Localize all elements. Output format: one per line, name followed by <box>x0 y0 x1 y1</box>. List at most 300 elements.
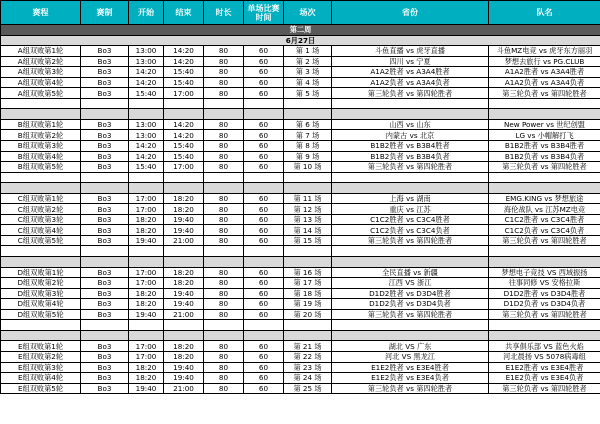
table-cell[interactable]: B1B2胜者 vs B3B4胜者 <box>489 141 600 152</box>
empty-cell <box>164 109 204 120</box>
empty-cell <box>1 257 81 268</box>
table-cell[interactable]: 60 <box>244 351 284 362</box>
table-cell[interactable]: 80 <box>204 288 244 299</box>
table-cell[interactable]: 15:40 <box>164 67 204 78</box>
table-cell[interactable]: Bo3 <box>81 56 129 67</box>
table-cell[interactable]: 18:20 <box>129 362 164 373</box>
table-cell[interactable]: 60 <box>244 373 284 384</box>
table-row[interactable] <box>1 77 600 88</box>
table-row[interactable] <box>1 67 600 78</box>
table-cell[interactable]: 第 9 场 <box>284 151 332 162</box>
table-cell[interactable]: 17:00 <box>129 278 164 289</box>
table-cell[interactable]: 18:20 <box>164 351 204 362</box>
table-row[interactable] <box>1 288 600 299</box>
table-row[interactable] <box>1 278 600 289</box>
table-row[interactable] <box>1 383 600 394</box>
empty-cell <box>204 246 244 257</box>
table-cell[interactable]: 17:00 <box>129 341 164 352</box>
table-cell[interactable]: 80 <box>204 225 244 236</box>
table-row[interactable] <box>1 56 600 67</box>
empty-cell <box>332 183 489 194</box>
table-cell[interactable]: A1A2负者 vs A3A4负者 <box>489 77 600 88</box>
empty-cell <box>164 183 204 194</box>
empty-cell <box>81 257 129 268</box>
table-cell[interactable]: B组双败第1轮 <box>1 119 81 130</box>
table-cell[interactable]: Bo3 <box>81 77 129 88</box>
table-cell[interactable]: Bo3 <box>81 225 129 236</box>
table-cell[interactable]: 19:40 <box>129 309 164 320</box>
table-cell[interactable]: B组双败第2轮 <box>1 130 81 141</box>
table-row[interactable] <box>1 162 600 173</box>
table-cell[interactable]: 第三轮负者 vs 第四轮胜者 <box>489 383 600 394</box>
table-cell[interactable]: 60 <box>244 56 284 67</box>
table-cell[interactable]: 第 24 场 <box>284 373 332 384</box>
header-cell[interactable]: 单场比赛时间 <box>244 1 284 25</box>
table-cell[interactable]: 60 <box>244 119 284 130</box>
table-cell[interactable]: C组双败第3轮 <box>1 214 81 225</box>
empty-cell <box>204 330 244 341</box>
table-cell[interactable]: 14:20 <box>129 77 164 88</box>
table-cell[interactable]: 60 <box>244 162 284 173</box>
table-cell[interactable]: 18:20 <box>164 193 204 204</box>
table-cell[interactable]: Bo3 <box>81 383 129 394</box>
table-cell[interactable]: Bo3 <box>81 151 129 162</box>
empty-cell <box>284 246 332 257</box>
table-cell[interactable]: C组双败第4轮 <box>1 225 81 236</box>
table-cell[interactable]: 第 10 场 <box>284 162 332 173</box>
table-cell[interactable]: 13:00 <box>129 46 164 57</box>
table-cell[interactable]: 第三轮负者 vs 第四轮胜者 <box>332 309 489 320</box>
table-cell[interactable]: 21:00 <box>164 383 204 394</box>
table-cell[interactable]: E组双败第5轮 <box>1 383 81 394</box>
table-row[interactable] <box>1 151 600 162</box>
empty-cell <box>81 320 129 331</box>
table-cell[interactable]: 80 <box>204 46 244 57</box>
table-cell[interactable]: 第 7 场 <box>284 130 332 141</box>
spacer-row <box>1 320 600 331</box>
table-cell[interactable]: 19:40 <box>164 288 204 299</box>
table-cell[interactable]: 第 6 场 <box>284 119 332 130</box>
table-cell[interactable]: 第三轮负者 vs 第四轮胜者 <box>332 383 489 394</box>
table-cell[interactable]: A1A2胜者 vs A3A4胜者 <box>332 67 489 78</box>
table-cell[interactable]: 80 <box>204 193 244 204</box>
table-row[interactable] <box>1 362 600 373</box>
table-cell[interactable]: 17:00 <box>129 351 164 362</box>
table-cell[interactable]: Bo3 <box>81 267 129 278</box>
table-cell[interactable]: 60 <box>244 309 284 320</box>
header-cell[interactable]: 赛制 <box>81 1 129 25</box>
table-cell[interactable]: 第 15 场 <box>284 235 332 246</box>
table-cell[interactable]: B组双败第3轮 <box>1 141 81 152</box>
table-cell[interactable]: 18:20 <box>164 341 204 352</box>
table-cell[interactable]: 河北晨扬 VS 5078病毒组 <box>489 351 600 362</box>
empty-cell <box>81 172 129 183</box>
table-cell[interactable]: 往事同修 VS 安格拉斯 <box>489 278 600 289</box>
table-row[interactable] <box>1 214 600 225</box>
table-cell[interactable]: 山西 vs 山东 <box>332 119 489 130</box>
table-cell[interactable]: 13:00 <box>129 56 164 67</box>
table-cell[interactable]: 全民直播 vs 新疆 <box>332 267 489 278</box>
table-cell[interactable]: 60 <box>244 362 284 373</box>
table-cell[interactable]: A1A2负者 vs A3A4负者 <box>332 77 489 88</box>
table-cell[interactable]: 第 18 场 <box>284 288 332 299</box>
table-cell[interactable]: 重庆 vs 江苏 <box>332 204 489 215</box>
empty-cell <box>284 330 332 341</box>
empty-cell <box>81 246 129 257</box>
table-cell[interactable]: 第三轮负者 vs 第四轮胜者 <box>332 162 489 173</box>
empty-cell <box>1 109 81 120</box>
table-cell[interactable]: 60 <box>244 141 284 152</box>
empty-cell <box>1 320 81 331</box>
empty-cell <box>244 330 284 341</box>
empty-cell <box>244 320 284 331</box>
table-cell[interactable]: EMG.KING vs 梦想旅途 <box>489 193 600 204</box>
table-cell[interactable]: 第 5 场 <box>284 88 332 99</box>
empty-cell <box>129 98 164 109</box>
table-cell[interactable]: LG vs 小帽解打飞 <box>489 130 600 141</box>
table-cell[interactable]: A组双败第4轮 <box>1 77 81 88</box>
table-cell[interactable]: 13:00 <box>129 130 164 141</box>
empty-cell <box>164 246 204 257</box>
empty-cell <box>81 98 129 109</box>
header-cell[interactable]: 省份 <box>332 1 489 25</box>
table-cell[interactable]: 80 <box>204 373 244 384</box>
table-cell[interactable]: E组双败第1轮 <box>1 341 81 352</box>
table-cell[interactable]: 60 <box>244 267 284 278</box>
table-cell[interactable]: D组双败第5轮 <box>1 309 81 320</box>
table-cell[interactable]: 河北 VS 黑龙江 <box>332 351 489 362</box>
table-cell[interactable]: New Power vs 世纪创盟 <box>489 119 600 130</box>
table-cell[interactable]: 60 <box>244 204 284 215</box>
header-cell[interactable]: 开始 <box>129 1 164 25</box>
table-cell[interactable]: 60 <box>244 67 284 78</box>
empty-cell <box>1 330 81 341</box>
table-cell[interactable]: 14:20 <box>164 56 204 67</box>
table-cell[interactable]: Bo3 <box>81 162 129 173</box>
table-cell[interactable]: E1E2胜者 vs E3E4胜者 <box>489 362 600 373</box>
table-cell[interactable]: C组双败第2轮 <box>1 204 81 215</box>
table-cell[interactable]: B1B2胜者 vs B3B4胜者 <box>332 141 489 152</box>
table-cell[interactable]: 18:20 <box>164 278 204 289</box>
table-cell[interactable]: 15:40 <box>129 162 164 173</box>
table-cell[interactable]: 21:00 <box>164 235 204 246</box>
table-cell[interactable]: 第 8 场 <box>284 141 332 152</box>
table-cell[interactable]: E1E2负者 vs E3E4负者 <box>332 373 489 384</box>
table-cell[interactable]: 18:20 <box>129 299 164 310</box>
empty-cell <box>129 183 164 194</box>
table-cell[interactable]: 80 <box>204 130 244 141</box>
table-cell[interactable]: Bo3 <box>81 288 129 299</box>
table-cell[interactable]: 19:40 <box>164 373 204 384</box>
table-cell[interactable]: 80 <box>204 351 244 362</box>
table-cell[interactable]: 80 <box>204 362 244 373</box>
table-cell[interactable]: 60 <box>244 214 284 225</box>
table-cell[interactable]: C组双败第5轮 <box>1 235 81 246</box>
table-cell[interactable]: 80 <box>204 56 244 67</box>
table-cell[interactable]: 第三轮负者 vs 第四轮胜者 <box>489 162 600 173</box>
table-cell[interactable]: 80 <box>204 278 244 289</box>
empty-cell <box>129 109 164 120</box>
table-cell[interactable]: 60 <box>244 77 284 88</box>
table-cell[interactable]: E1E2负者 vs E3E4负者 <box>489 373 600 384</box>
table-cell[interactable]: 第 1 场 <box>284 46 332 57</box>
table-row[interactable] <box>1 204 600 215</box>
empty-cell <box>204 320 244 331</box>
header-cell[interactable]: 时长 <box>204 1 244 25</box>
table-cell[interactable]: 18:20 <box>129 214 164 225</box>
table-cell[interactable]: 17:00 <box>129 204 164 215</box>
table-cell[interactable]: C1C2负者 vs C3C4负者 <box>332 225 489 236</box>
table-cell[interactable]: A组双败第3轮 <box>1 67 81 78</box>
table-cell[interactable]: 15:40 <box>164 151 204 162</box>
table-row[interactable] <box>1 119 600 130</box>
table-cell[interactable]: 14:20 <box>129 141 164 152</box>
table-cell[interactable]: D1D2负者 vs D3D4负者 <box>489 299 600 310</box>
table-cell[interactable]: E组双败第3轮 <box>1 362 81 373</box>
table-cell[interactable]: 斗鱼直播 vs 虎牙直播 <box>332 46 489 57</box>
table-cell[interactable]: D组双败第4轮 <box>1 299 81 310</box>
table-cell[interactable]: Bo3 <box>81 119 129 130</box>
table-cell[interactable]: Bo3 <box>81 341 129 352</box>
table-cell[interactable]: 80 <box>204 383 244 394</box>
table-cell[interactable]: 80 <box>204 67 244 78</box>
table-cell[interactable]: 第 16 场 <box>284 267 332 278</box>
table-cell[interactable]: Bo3 <box>81 46 129 57</box>
table-cell[interactable]: 18:20 <box>164 267 204 278</box>
table-cell[interactable]: 18:20 <box>129 225 164 236</box>
table-row[interactable] <box>1 373 600 384</box>
table-row[interactable] <box>1 225 600 236</box>
table-cell[interactable]: D1D2胜者 vs D3D4胜者 <box>489 288 600 299</box>
table-cell[interactable]: D1D2胜者 vs D3D4胜者 <box>332 288 489 299</box>
table-row[interactable] <box>1 267 600 278</box>
table-cell[interactable]: 80 <box>204 141 244 152</box>
table-cell[interactable]: 第三轮负者 vs 第四轮胜者 <box>332 235 489 246</box>
table-cell[interactable]: 梦想去旅行 vs PG.CLUB <box>489 56 600 67</box>
table-cell[interactable]: 19:40 <box>129 383 164 394</box>
table-cell[interactable]: 17:00 <box>164 88 204 99</box>
header-cell[interactable]: 结束 <box>164 1 204 25</box>
table-cell[interactable]: Bo3 <box>81 362 129 373</box>
table-row[interactable] <box>1 88 600 99</box>
table-cell[interactable]: E组双败第2轮 <box>1 351 81 362</box>
table-cell[interactable]: Bo3 <box>81 373 129 384</box>
table-cell[interactable]: Bo3 <box>81 278 129 289</box>
table-cell[interactable]: 内蒙古 vs 北京 <box>332 130 489 141</box>
table-row[interactable] <box>1 309 600 320</box>
table-cell[interactable]: 第 13 场 <box>284 214 332 225</box>
table-cell[interactable]: C组双败第1轮 <box>1 193 81 204</box>
header-cell[interactable]: 场次 <box>284 1 332 25</box>
table-row[interactable] <box>1 130 600 141</box>
table-cell[interactable]: A组双败第1轮 <box>1 46 81 57</box>
table-cell[interactable]: A1A2胜者 vs A3A4胜者 <box>489 67 600 78</box>
table-cell[interactable]: B1B2负者 vs B3B4负者 <box>489 151 600 162</box>
table-cell[interactable]: A组双败第2轮 <box>1 56 81 67</box>
table-cell[interactable]: 60 <box>244 383 284 394</box>
table-cell[interactable]: 80 <box>204 204 244 215</box>
table-cell[interactable]: 14:20 <box>129 67 164 78</box>
table-cell[interactable]: Bo3 <box>81 351 129 362</box>
empty-cell <box>489 98 600 109</box>
table-cell[interactable]: 60 <box>244 235 284 246</box>
table-cell[interactable]: 15:40 <box>129 88 164 99</box>
empty-cell <box>129 172 164 183</box>
table-row[interactable] <box>1 351 600 362</box>
table-cell[interactable]: 60 <box>244 225 284 236</box>
table-cell[interactable]: 梦想电子竞技 VS 西域振扬 <box>489 267 600 278</box>
table-cell[interactable]: 湖北 VS 广东 <box>332 341 489 352</box>
table-cell[interactable]: 第 12 场 <box>284 204 332 215</box>
table-cell[interactable]: 19:40 <box>164 225 204 236</box>
table-cell[interactable]: 80 <box>204 341 244 352</box>
table-cell[interactable]: 60 <box>244 46 284 57</box>
table-cell[interactable]: B组双败第5轮 <box>1 162 81 173</box>
week-row <box>1 25 600 36</box>
table-cell[interactable]: E1E2胜者 vs E3E4胜者 <box>332 362 489 373</box>
table-cell[interactable]: 第 21 场 <box>284 341 332 352</box>
table-cell[interactable]: 第三轮负者 vs 第四轮胜者 <box>332 88 489 99</box>
empty-cell <box>81 330 129 341</box>
table-cell[interactable]: 21:00 <box>164 309 204 320</box>
table-cell[interactable]: 第 4 场 <box>284 77 332 88</box>
table-cell[interactable]: D组双败第1轮 <box>1 267 81 278</box>
table-cell[interactable]: 60 <box>244 288 284 299</box>
table-cell[interactable]: 13:00 <box>129 119 164 130</box>
empty-cell <box>1 172 81 183</box>
table-cell[interactable]: A组双败第5轮 <box>1 88 81 99</box>
table-cell[interactable]: 19:40 <box>164 362 204 373</box>
table-cell[interactable]: 80 <box>204 267 244 278</box>
table-cell[interactable]: Bo3 <box>81 67 129 78</box>
table-cell[interactable]: 14:20 <box>164 119 204 130</box>
table-cell[interactable]: 17:00 <box>164 162 204 173</box>
table-cell[interactable]: 19:40 <box>164 299 204 310</box>
empty-cell <box>204 98 244 109</box>
table-cell[interactable]: 第 25 场 <box>284 383 332 394</box>
table-cell[interactable]: 17:00 <box>129 193 164 204</box>
table-cell[interactable]: 第 17 场 <box>284 278 332 289</box>
table-cell[interactable]: 共享俱乐部 VS 蓝色火焰 <box>489 341 600 352</box>
table-cell[interactable]: 18:20 <box>129 373 164 384</box>
table-cell[interactable]: 江西 VS 浙江 <box>332 278 489 289</box>
table-cell[interactable]: B组双败第4轮 <box>1 151 81 162</box>
table-cell[interactable]: 第 2 场 <box>284 56 332 67</box>
table-cell[interactable]: 80 <box>204 214 244 225</box>
table-cell[interactable]: 上海 vs 湖南 <box>332 193 489 204</box>
header-cell[interactable]: 赛程 <box>1 1 81 25</box>
table-cell[interactable]: 60 <box>244 151 284 162</box>
spacer-row <box>1 98 600 109</box>
table-cell[interactable]: B1B2负者 vs B3B4负者 <box>332 151 489 162</box>
table-cell[interactable]: C1C2胜者 vs C3C4胜者 <box>489 214 600 225</box>
table-cell[interactable]: D组双败第3轮 <box>1 288 81 299</box>
table-cell[interactable]: Bo3 <box>81 235 129 246</box>
table-cell[interactable]: 第三轮负者 vs 第四轮胜者 <box>489 235 600 246</box>
table-cell[interactable]: Bo3 <box>81 193 129 204</box>
table-row[interactable] <box>1 141 600 152</box>
table-cell[interactable]: E组双败第4轮 <box>1 373 81 384</box>
table-cell[interactable]: 60 <box>244 130 284 141</box>
table-cell[interactable]: 15:40 <box>164 77 204 88</box>
empty-cell <box>332 330 489 341</box>
table-cell[interactable]: 17:00 <box>129 267 164 278</box>
table-cell[interactable]: C1C2负者 vs C3C4负者 <box>489 225 600 236</box>
table-cell[interactable]: 海伦战队 vs 江苏MZ电竞 <box>489 204 600 215</box>
table-cell[interactable]: 14:20 <box>164 46 204 57</box>
table-cell[interactable]: 第 22 场 <box>284 351 332 362</box>
table-cell[interactable]: 80 <box>204 309 244 320</box>
table-cell[interactable]: 80 <box>204 299 244 310</box>
empty-cell <box>489 172 600 183</box>
table-cell[interactable]: 第 20 场 <box>284 309 332 320</box>
empty-cell <box>164 330 204 341</box>
table-cell[interactable]: Bo3 <box>81 299 129 310</box>
table-cell[interactable]: C1C2胜者 vs C3C4胜者 <box>332 214 489 225</box>
table-cell[interactable]: 80 <box>204 77 244 88</box>
table-cell[interactable]: 80 <box>204 151 244 162</box>
table-cell[interactable]: Bo3 <box>81 204 129 215</box>
table-cell[interactable]: 斗鱼MZ电竞 vs 虎牙东方丽羽 <box>489 46 600 57</box>
table-cell[interactable]: 第 14 场 <box>284 225 332 236</box>
table-cell[interactable]: 60 <box>244 341 284 352</box>
table-cell[interactable]: 60 <box>244 278 284 289</box>
table-cell[interactable]: 80 <box>204 88 244 99</box>
empty-cell <box>489 183 600 194</box>
table-row[interactable] <box>1 235 600 246</box>
table-cell[interactable]: Bo3 <box>81 309 129 320</box>
table-row[interactable] <box>1 46 600 57</box>
empty-cell <box>489 320 600 331</box>
table-cell[interactable]: 80 <box>204 162 244 173</box>
table-cell[interactable]: Bo3 <box>81 214 129 225</box>
table-cell[interactable]: 四川 vs 宁夏 <box>332 56 489 67</box>
table-row[interactable] <box>1 193 600 204</box>
table-cell[interactable]: 15:40 <box>164 141 204 152</box>
table-cell[interactable]: 80 <box>204 119 244 130</box>
empty-cell <box>164 98 204 109</box>
table-cell[interactable]: Bo3 <box>81 141 129 152</box>
table-cell[interactable]: 60 <box>244 193 284 204</box>
table-cell[interactable]: 18:20 <box>129 288 164 299</box>
table-cell[interactable]: D1D2负者 vs D3D4负者 <box>332 299 489 310</box>
table-cell[interactable]: Bo3 <box>81 130 129 141</box>
empty-cell <box>332 172 489 183</box>
table-cell[interactable]: 第 11 场 <box>284 193 332 204</box>
table-cell[interactable]: 60 <box>244 88 284 99</box>
table-cell[interactable]: 14:20 <box>164 130 204 141</box>
table-cell[interactable]: 第三轮负者 vs 第四轮胜者 <box>489 309 600 320</box>
empty-cell <box>284 183 332 194</box>
table-cell[interactable]: 19:40 <box>164 214 204 225</box>
table-row[interactable] <box>1 341 600 352</box>
table-cell[interactable]: 60 <box>244 299 284 310</box>
table-cell[interactable]: 第 3 场 <box>284 67 332 78</box>
table-cell[interactable]: 18:20 <box>164 204 204 215</box>
table-cell[interactable]: Bo3 <box>81 88 129 99</box>
table-cell[interactable]: 14:20 <box>129 151 164 162</box>
table-cell[interactable]: D组双败第2轮 <box>1 278 81 289</box>
table-row[interactable] <box>1 299 600 310</box>
table-cell[interactable]: 第三轮负者 vs 第四轮胜者 <box>489 88 600 99</box>
table-cell[interactable]: 19:40 <box>129 235 164 246</box>
table-cell[interactable]: 80 <box>204 235 244 246</box>
table-cell[interactable]: 第 23 场 <box>284 362 332 373</box>
header-cell[interactable]: 队名 <box>489 1 600 25</box>
empty-cell <box>284 257 332 268</box>
table-cell[interactable]: 第 19 场 <box>284 299 332 310</box>
empty-cell <box>332 98 489 109</box>
